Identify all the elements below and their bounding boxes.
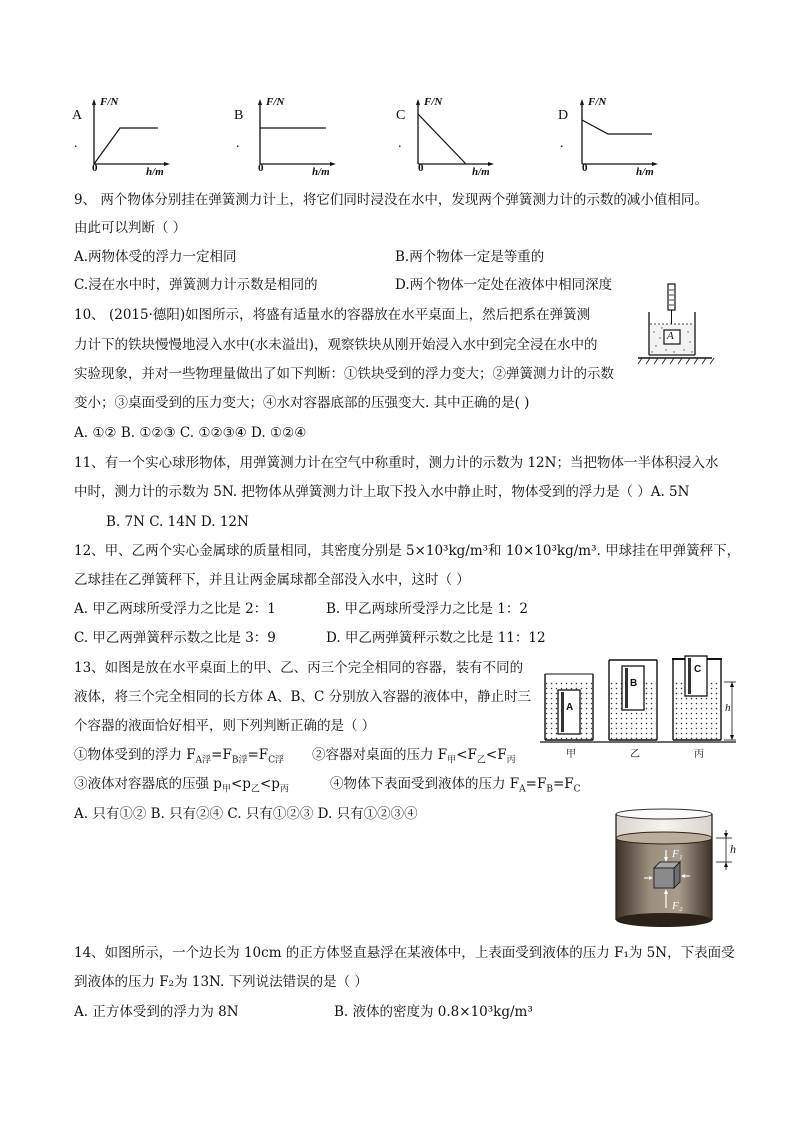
graph-d	[558, 96, 668, 176]
q9-option-a: A.两物体受的浮力一定相同	[74, 249, 237, 265]
subscript: C浮	[268, 755, 285, 766]
statement-text: ④物体下表面受到液体的压力 F	[330, 776, 520, 792]
q14-option-a: A. 正方体受到的浮力为 8N	[74, 1004, 239, 1020]
submerged-cube-diagram	[608, 808, 748, 932]
q9-stem-line1: 9、 两个物体分别挂在弹簧测力计上，将它们同时浸没在水中，发现两个弹簧测力计的示数的减小值相同。	[74, 192, 708, 208]
q13-statement-1	[74, 746, 284, 770]
subscript: B浮	[231, 755, 248, 766]
q13-stem-line3: 个容器的液面恰好相平，则下列判断正确的是（ ）	[74, 718, 376, 734]
graph-dot: .	[560, 136, 564, 151]
subscript: 丙	[506, 755, 516, 766]
statement-text: =F	[247, 747, 269, 763]
statement-text: <F	[456, 747, 477, 763]
q9-option-b: B.两个物体一定是等重的	[395, 249, 545, 265]
x-axis-label: h/m	[312, 166, 330, 178]
block-a-label: A	[566, 702, 574, 713]
q11-stem-line3: B. 7N C. 14N D. 12N	[106, 514, 249, 530]
q12-option-c: C. 甲乙两弹簧秤示数之比是 3：9	[74, 630, 276, 646]
x-axis-label: h/m	[146, 166, 164, 178]
f2-label: F₂	[672, 900, 683, 912]
statement-text: <p	[230, 776, 251, 792]
subscript: C	[573, 784, 581, 795]
origin-label: 0	[258, 162, 264, 174]
block-b-label: B	[630, 678, 638, 689]
origin-label: 0	[418, 162, 424, 174]
q13-stem-line2: 液体，将三个完全相同的长方体 A、B、C 分别放入容器的液体中，静止时三	[74, 689, 532, 705]
q10-stem-line4: 变小；③桌面受到的压力变大；④水对容器底部的压强变大. 其中正确的是( )	[74, 395, 530, 411]
block-c-label: C	[694, 664, 702, 675]
statement-text: =F	[211, 747, 232, 763]
q12-option-d: D. 甲乙两弹簧秤示数之比是 11：12	[326, 630, 546, 646]
graph-letter: D	[558, 108, 569, 123]
origin-label: 0	[92, 162, 98, 174]
graph-letter: A	[72, 108, 83, 123]
y-axis-label: F/N	[266, 96, 285, 108]
q9-stem-line2: 由此可以判断（ ）	[74, 220, 187, 236]
q10-figure	[636, 282, 716, 378]
x-axis-label: h/m	[472, 166, 490, 178]
q13-statement-3	[74, 775, 289, 799]
y-axis-label: F/N	[100, 96, 119, 108]
graph-dot: .	[74, 136, 78, 151]
container-yi-label: 乙	[630, 749, 640, 760]
graph-letter: B	[234, 108, 244, 123]
height-label: h	[725, 702, 731, 714]
y-axis-label: F/N	[588, 96, 607, 108]
statement-text: =F	[525, 776, 547, 792]
block-label: A	[667, 330, 674, 342]
q10-stem-line2: 力计下的铁块慢慢地浸入水中(水未溢出)，观察铁块从刚开始浸入水中到完全浸在水中的	[74, 337, 598, 353]
q13-stem-line1: 13、如图是放在水平桌面上的甲、乙、丙三个完全相同的容器，装有不同的	[74, 660, 524, 676]
statement-text: <F	[485, 747, 507, 763]
graph-dot: .	[236, 136, 240, 151]
q11-stem-line2: 中时，测力计的示数为 5N. 把物体从弹簧测力计上取下投入水中静止时，物体受到的浮力是（ ）A. 5N	[74, 484, 690, 500]
statement-text: =F	[552, 776, 574, 792]
q14-stem-line2: 到液体的压力 F₂为 13N. 下列说法错误的是（ ）	[74, 974, 368, 990]
q10-options: A. ①② B. ①②③ C. ①②③④ D. ①②④	[74, 425, 307, 441]
subscript: 丙	[279, 784, 289, 795]
q10-stem-line1: 10、 (2015·德阳)如图所示，将盛有适量水的容器放在水平桌面上，然后把系在弹簧测	[74, 307, 591, 323]
y-axis-label: F/N	[424, 96, 443, 108]
graph-dot: .	[398, 136, 402, 151]
q11-stem-line1: 11、有一个实心球形物体，用弹簧测力计在空气中称重时，测力计的示数为 12N；当把物体一半体积浸入水	[74, 455, 719, 471]
subscript: A浮	[195, 755, 212, 766]
q14-figure	[608, 808, 748, 932]
origin-label: 0	[582, 162, 588, 174]
q9-option-d: D.两个物体一定处在液体中相同深度	[395, 277, 613, 293]
subscript: A	[519, 784, 526, 795]
statement-text: <p	[259, 776, 280, 792]
q13-statement-4	[330, 775, 581, 799]
q13-statement-2	[312, 746, 516, 770]
subscript: 甲	[447, 755, 457, 766]
statement-text: ③液体对容器底的压强 p	[74, 776, 222, 792]
subscript: 乙	[250, 784, 260, 795]
subscript: B	[546, 784, 553, 795]
statement-text: ②容器对桌面的压力 F	[312, 747, 448, 763]
q14-stem-line1: 14、如图所示，一个边长为 10cm 的正方体竖直悬浮在某液体中，上表面受到液体的压力 F₁为 5N，下表面受	[74, 945, 735, 961]
q12-option-a: A. 甲乙两球所受浮力之比是 2：1	[74, 601, 276, 617]
graph-a-plot	[84, 96, 184, 176]
container-jia-label: 甲	[566, 749, 576, 760]
height-label: h	[730, 842, 736, 856]
q9-option-c: C.浸在水中时，弹簧测力计示数是相同的	[74, 277, 318, 293]
container-bing-label: 丙	[694, 749, 704, 760]
q13-figure	[540, 652, 740, 762]
q12-stem-line1: 12、甲、乙两个实心金属球的质量相同，其密度分别是 5×10³kg/m³和 10×10³kg/m³. 甲球挂在甲弹簧秤下，	[74, 543, 741, 559]
subscript: 甲	[221, 784, 231, 795]
graph-c	[396, 96, 496, 176]
f1-label: F₁	[672, 848, 683, 860]
graph-a	[70, 96, 170, 176]
spring-scale-container-diagram	[636, 282, 716, 378]
graph-b	[232, 96, 332, 176]
q12-stem-line2: 乙球挂在乙弹簧秤下，并且让两金属球都全部没入水中，这时（ ）	[74, 572, 470, 588]
q14-option-b: B. 液体的密度为 0.8×10³kg/m³	[334, 1004, 533, 1020]
q10-stem-line3: 实验现象，并对一些物理量做出了如下判断：①铁块受到的浮力变大；②弹簧测力计的示数	[74, 366, 614, 382]
graph-b-plot	[250, 96, 350, 176]
graph-letter: C	[396, 108, 406, 123]
q12-option-b: B. 甲乙两球所受浮力之比是 1：2	[326, 601, 528, 617]
q13-options: A. 只有①② B. 只有②④ C. 只有①②③ D. 只有①②③④	[74, 806, 418, 822]
statement-text: ①物体受到的浮力 F	[74, 747, 196, 763]
subscript: 乙	[476, 755, 486, 766]
x-axis-label: h/m	[636, 166, 654, 178]
